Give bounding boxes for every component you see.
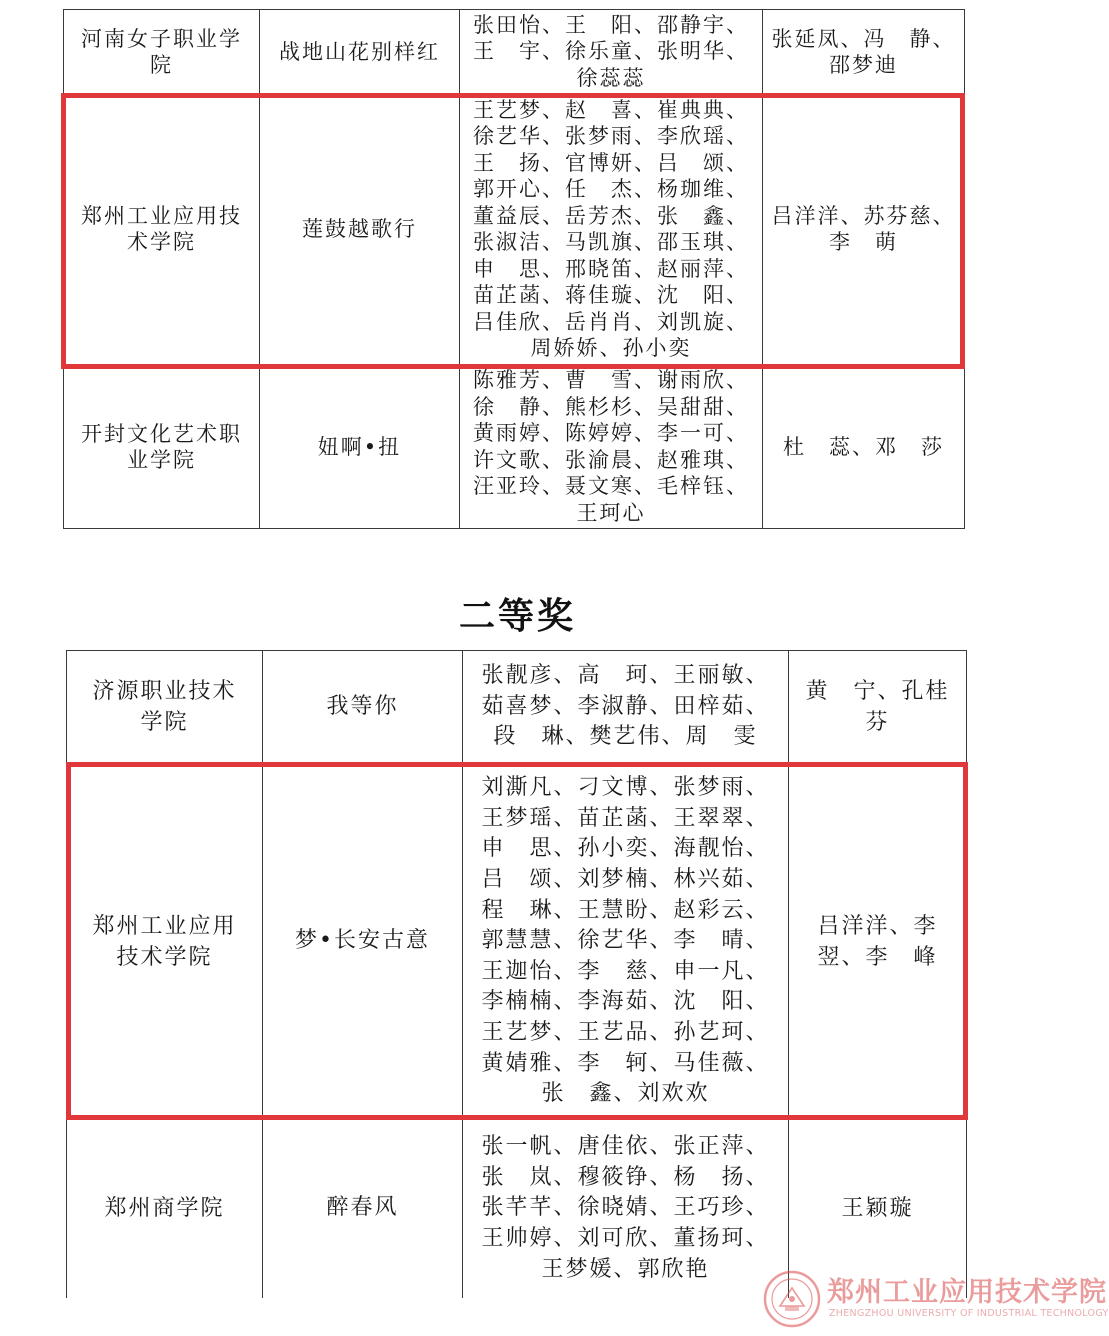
school-cell: 开封文化艺术职业学院 [64,365,260,529]
work-cell: 妞啊•扭 [260,365,460,529]
members-cell: 刘澌凡、刁文博、张梦雨、王梦瑶、苗芷菡、王翠翠、申 思、孙小奕、海靓怡、吕 颂、刘梦楠、林兴茹、程 琳、王慧盼、赵彩云、郭慧慧、徐艺华、李 晴、王迦怡、李 慈、申一凡、李楠楠、李海茹、沈 阳、王艺梦、王艺品、孙艺珂、黄婧雅、李 轲、马佳薇、张 鑫、刘欢欢 [463,764,789,1120]
school-cell: 郑州商学院 [67,1120,263,1298]
teachers-cell: 吕洋洋、苏芬慈、李 萌 [763,94,965,365]
members-cell: 王艺梦、赵 喜、崔典典、徐艺华、张梦雨、李欣瑶、王 扬、官博妍、吕 颂、郭开心、任 杰、杨珈维、董益辰、岳芳杰、张 鑫、张淑洁、马凯旗、邵玉琪、申 思、邢晓笛、赵丽萍、苗芷菡、蒋佳璇、沈 阳、吕佳欣、岳肖肖、刘凯旋、周娇娇、孙小奕 [460,94,763,365]
teachers-cell: 杜 蕊、邓 莎 [763,365,965,529]
award-table-first [63,9,965,529]
work-cell: 莲鼓越歌行 [260,94,460,365]
school-cell: 济源职业技术学院 [67,651,263,764]
school-cell: 郑州工业应用技术学院 [64,94,260,365]
award-table-second [66,650,967,1298]
watermark-university-name: 郑州工业应用技术学院 [827,1277,1107,1308]
table-row [64,365,965,529]
work-cell: 醉春风 [263,1120,463,1298]
table-row [67,651,967,764]
teachers-cell: 王颖璇 [789,1120,967,1298]
table-row [67,764,967,1120]
members-cell: 张田怡、王 阳、邵静宇、王 宇、徐乐童、张明华、徐蕊蕊 [460,10,763,94]
watermark-english-name: ZHENGZHOU UNIVERSITY OF INDUSTRIAL TECHNOLOGY [829,1308,1109,1319]
school-cell: 郑州工业应用技术学院 [67,764,263,1120]
university-seal-icon [763,1270,821,1328]
teachers-cell: 吕洋洋、李 翌、李 峰 [789,764,967,1120]
work-cell: 梦•长安古意 [263,764,463,1120]
section-title-second-prize: 二等奖 [458,596,576,637]
work-cell: 我等你 [263,651,463,764]
table-row [64,94,965,365]
members-cell: 张靓彦、高 珂、王丽敏、茹喜梦、李淑静、田梓茹、段 琳、樊艺伟、周 雯 [463,651,789,764]
members-cell: 陈雅芳、曹 雪、谢雨欣、徐 静、熊杉杉、吴甜甜、黄雨婷、陈婷婷、李一可、许文歌、张渝晨、赵雅琪、汪亚玲、聂文寒、毛梓钰、王珂心 [460,365,763,529]
school-cell: 河南女子职业学院 [64,10,260,94]
table-row [64,10,965,94]
work-cell: 战地山花别样红 [260,10,460,94]
teachers-cell: 张延凤、冯 静、邵梦迪 [763,10,965,94]
members-cell: 张一帆、唐佳依、张正萍、张 岚、穆筱铮、杨 扬、张芊芊、徐晓婧、王巧珍、王帅婷、刘可欣、董扬珂、王梦媛、郭欣艳 [463,1120,789,1298]
university-watermark [763,1268,1109,1332]
teachers-cell: 黄 宁、孔桂芬 [789,651,967,764]
